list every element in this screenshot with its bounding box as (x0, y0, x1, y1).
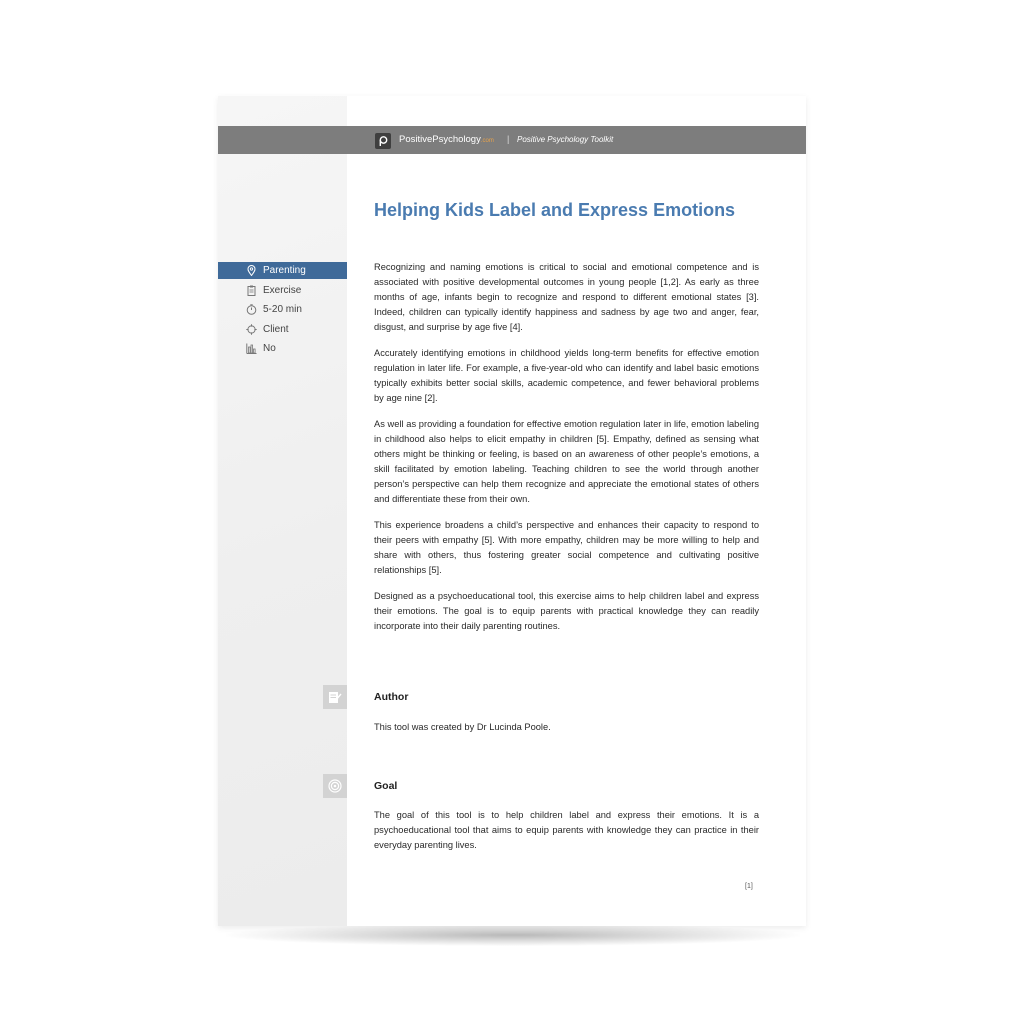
header-bar (218, 126, 806, 154)
author-text: This tool was created by Dr Lucinda Poole. (374, 722, 551, 732)
goal-text: The goal of this tool is to help children label and express their emotions. It is a psychoeducational tool that aims to equip parents with knowledge they can practice in their everyday parenting lives. (374, 810, 759, 850)
meta-label-type: Exercise (263, 284, 302, 296)
toolkit-label: Positive Psychology Toolkit (517, 135, 614, 144)
paragraph: Designed as a psychoeducational tool, this exercise aims to help children label and express their emotions. The goal is to equip parents with practical knowledge they can readily incorporate into their daily parenting routines. (374, 591, 759, 631)
paragraph: Recognizing and naming emotions is critical to social and emotional competence and is associated with positive developmental outcomes in young people [1,2]. As early as three months of age, infants begin to recognize and respond to different emotional states [3]. Indeed, children can typically identify happiness and sadness by age two and anger, fear, disgust, and surprise by age five [4]. (374, 262, 759, 332)
meta-item-category (218, 262, 347, 279)
map-pin-icon (246, 265, 257, 276)
target-icon (323, 774, 347, 798)
paragraph: Accurately identifying emotions in childhood yields long-term benefits for effective emotion regulation in later life. For example, a five-year-old who can identify and label basic emotions typically exhibits better social skills, academic competence, and fewer behavioral problems by age nine [2]. (374, 348, 759, 403)
meta-list (218, 262, 347, 360)
meta-item-audience (218, 321, 347, 338)
goal-heading: Goal (374, 780, 398, 792)
logo-suffix: .com (480, 138, 494, 144)
sidebar (218, 96, 347, 926)
author-heading: Author (374, 691, 409, 703)
meta-item-duration (218, 301, 347, 318)
page-shadow (226, 924, 800, 946)
meta-label-category: Parenting (263, 265, 306, 276)
meta-label-audience: Client (263, 323, 289, 335)
meta-item-scoring (218, 340, 347, 357)
paragraph: As well as providing a foundation for effective emotion regulation later in life, emotion labeling in childhood also helps to elicit empathy in children [5]. Empathy, defined as sensing what others might be thinking or feeling, is based on an awareness of other people’s emotions, a skill facilitated by emotion labeling. Teaching children to see the world through another person’s perspective can help them recognize and appreciate the emotional states of others and differentiate these from their own. (374, 419, 759, 504)
crosshair-icon (246, 324, 257, 335)
logo-text (399, 134, 494, 145)
meta-label-duration: 5-20 min (263, 304, 302, 315)
intro-body (374, 260, 759, 645)
document-page (218, 96, 806, 926)
clipboard-icon (246, 285, 257, 296)
edit-icon (323, 685, 347, 709)
logo-name: PositivePsychology (399, 134, 481, 145)
paragraph: This experience broadens a child’s perspective and enhances their capacity to respond to their peers with empathy [5]. With more empathy, children may be more willing to help and share with others, thus fostering greater social competence and cultivating positive relationships [5]. (374, 520, 759, 575)
logo-icon (375, 133, 391, 149)
header-separator: | (507, 134, 510, 144)
page-title: Helping Kids Label and Express Emotions (374, 200, 736, 220)
meta-label-scoring: No (263, 343, 276, 354)
stopwatch-icon (246, 304, 257, 315)
page-number: [1] (745, 883, 753, 890)
meta-item-type (218, 282, 347, 299)
bar-chart-icon (246, 343, 257, 354)
